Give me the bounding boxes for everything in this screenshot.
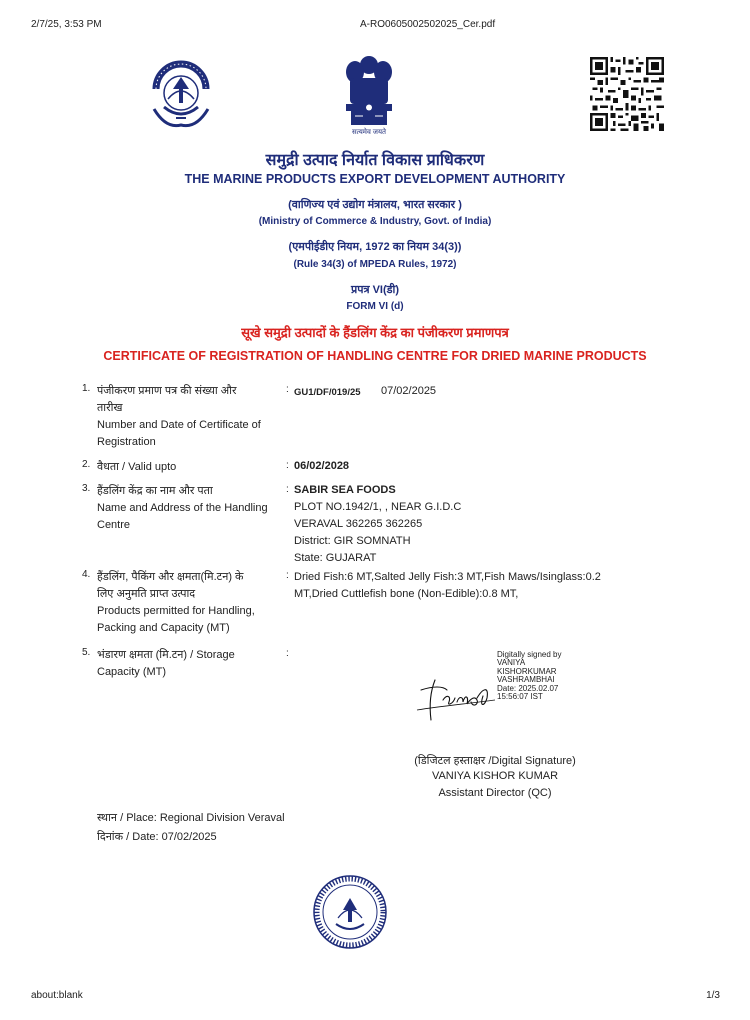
print-url: about:blank — [31, 990, 83, 1001]
label-english-line-1: Number and Date of Certificate of — [97, 419, 261, 431]
item-number: 5. — [82, 647, 91, 658]
english-authority-title: THE MARINE PRODUCTS EXPORT DEVELOPMENT AUTHORITY — [184, 172, 566, 186]
signatory-name: VANIYA KISHOR KUMAR — [431, 770, 559, 782]
mpeda-seal — [312, 874, 388, 950]
english-form: FORM VI (d) — [346, 301, 404, 312]
dsig-line: KISHORKUMAR — [497, 666, 557, 676]
hindi-rule: (एमपीईडीए नियम, 1972 का नियम 34(3)) — [288, 241, 462, 253]
address-district: District: GIR SOMNATH — [294, 535, 411, 547]
valid-upto-date: 06/02/2028 — [294, 460, 350, 472]
label-english-line-1: Products permitted for Handling, — [97, 605, 255, 617]
label-hindi-line-1: पंजीकरण प्रमाण पत्र की संख्या और — [97, 385, 237, 397]
national-emblem-icon — [333, 50, 405, 138]
dsig-line: VASHRAMBHAI — [497, 675, 555, 685]
emblem-motto: सत्यमेव जयते — [351, 129, 387, 136]
label-english-line-2: Centre — [97, 519, 131, 531]
address-line-2: VERAVAL 362265 362265 — [294, 518, 423, 530]
certificate-number: GU1/DF/019/25 — [294, 387, 361, 398]
handwritten-signature — [413, 676, 498, 724]
certificate-date: 07/02/2025 — [381, 385, 437, 397]
colon: : — [286, 484, 289, 495]
label-hindi-line-2: लिए अनुमति प्राप्त उत्पाद — [97, 588, 196, 600]
label-hindi: हैंडलिंग केंद्र का नाम और पता — [97, 485, 213, 497]
label-english-line-2: Packing and Capacity (MT) — [97, 622, 230, 634]
hindi-authority-title: समुद्री उत्पाद निर्यात विकास प्राधिकरण — [265, 152, 485, 169]
digital-signature-caption: (डिजिटल हस्ताक्षर /Digital Signature) — [414, 755, 576, 767]
english-rule: (Rule 34(3) of MPEDA Rules, 1972) — [293, 259, 457, 270]
label-english-line-2: Registration — [97, 436, 156, 448]
signatory-designation: Assistant Director (QC) — [438, 787, 552, 799]
item-label — [97, 383, 277, 451]
place: स्थान / Place: Regional Division Veraval — [97, 812, 285, 824]
address-state: State: GUJARAT — [294, 552, 377, 564]
print-doc-title: A-RO0605002502025_Cer.pdf — [360, 19, 496, 30]
item-number: 4. — [82, 569, 91, 580]
item-number: 2. — [82, 459, 91, 470]
dsig-time: 15:56:07 IST — [497, 692, 543, 702]
hindi-form: प्रपत्र VI(डी) — [350, 284, 400, 296]
issue-date: दिनांक / Date: 07/02/2025 — [97, 831, 217, 843]
item-number: 3. — [82, 483, 91, 494]
item-label: वैधता / Valid upto — [97, 461, 177, 473]
dsig-line: Digitally signed by — [497, 650, 562, 659]
mpeda-logo — [146, 55, 216, 135]
handling-centre-address — [294, 482, 461, 567]
english-certificate-title: CERTIFICATE OF REGISTRATION OF HANDLING CENTRE FOR DRIED MARINE PRODUCTS — [103, 349, 647, 363]
qr-code[interactable] — [590, 57, 664, 131]
label-hindi-line-1: हैंडलिंग, पैकिंग और क्षमता(मि.टन) के — [97, 571, 244, 583]
label-hindi-line-2: तारीख — [97, 402, 123, 414]
products-line-1: Dried Fish:6 MT,Salted Jelly Fish:3 MT,Fish Maws/Isinglass:0.2 — [294, 571, 601, 583]
dsig-line: VANIYA — [497, 658, 526, 668]
colon: : — [286, 648, 289, 659]
colon: : — [286, 460, 289, 471]
digital-signature-details[interactable] — [497, 651, 561, 701]
hindi-ministry: (वाणिज्य एवं उद्योग मंत्रालय, भारत सरकार ) — [288, 199, 462, 211]
print-datetime: 2/7/25, 3:53 PM — [31, 19, 102, 30]
colon: : — [286, 384, 289, 395]
dsig-date: Date: 2025.02.07 — [497, 683, 559, 693]
handling-centre-name: SABIR SEA FOODS — [294, 484, 396, 496]
label-line-2: Capacity (MT) — [97, 666, 167, 678]
label-line-1: भंडारण क्षमता (मि.टन) / Storage — [97, 649, 235, 661]
item-label — [97, 647, 277, 681]
item-number: 1. — [82, 383, 91, 394]
address-line-1: PLOT NO.1942/1, , NEAR G.I.D.C — [294, 501, 462, 513]
products-line-2: MT,Dried Cuttlefish bone (Non-Edible):0.8 MT, — [294, 588, 519, 600]
colon: : — [286, 570, 289, 581]
item-label — [97, 569, 277, 637]
english-ministry: (Ministry of Commerce & Industry, Govt. of India) — [258, 216, 492, 227]
item-label — [97, 483, 277, 534]
print-page-number: 1/3 — [706, 990, 720, 1001]
hindi-certificate-title: सूखे समुद्री उत्पादों के हैंडलिंग केंद्र का पंजीकरण प्रमाणपत्र — [241, 325, 509, 340]
products-capacity — [294, 569, 614, 603]
label-english-line-1: Name and Address of the Handling — [97, 502, 268, 514]
